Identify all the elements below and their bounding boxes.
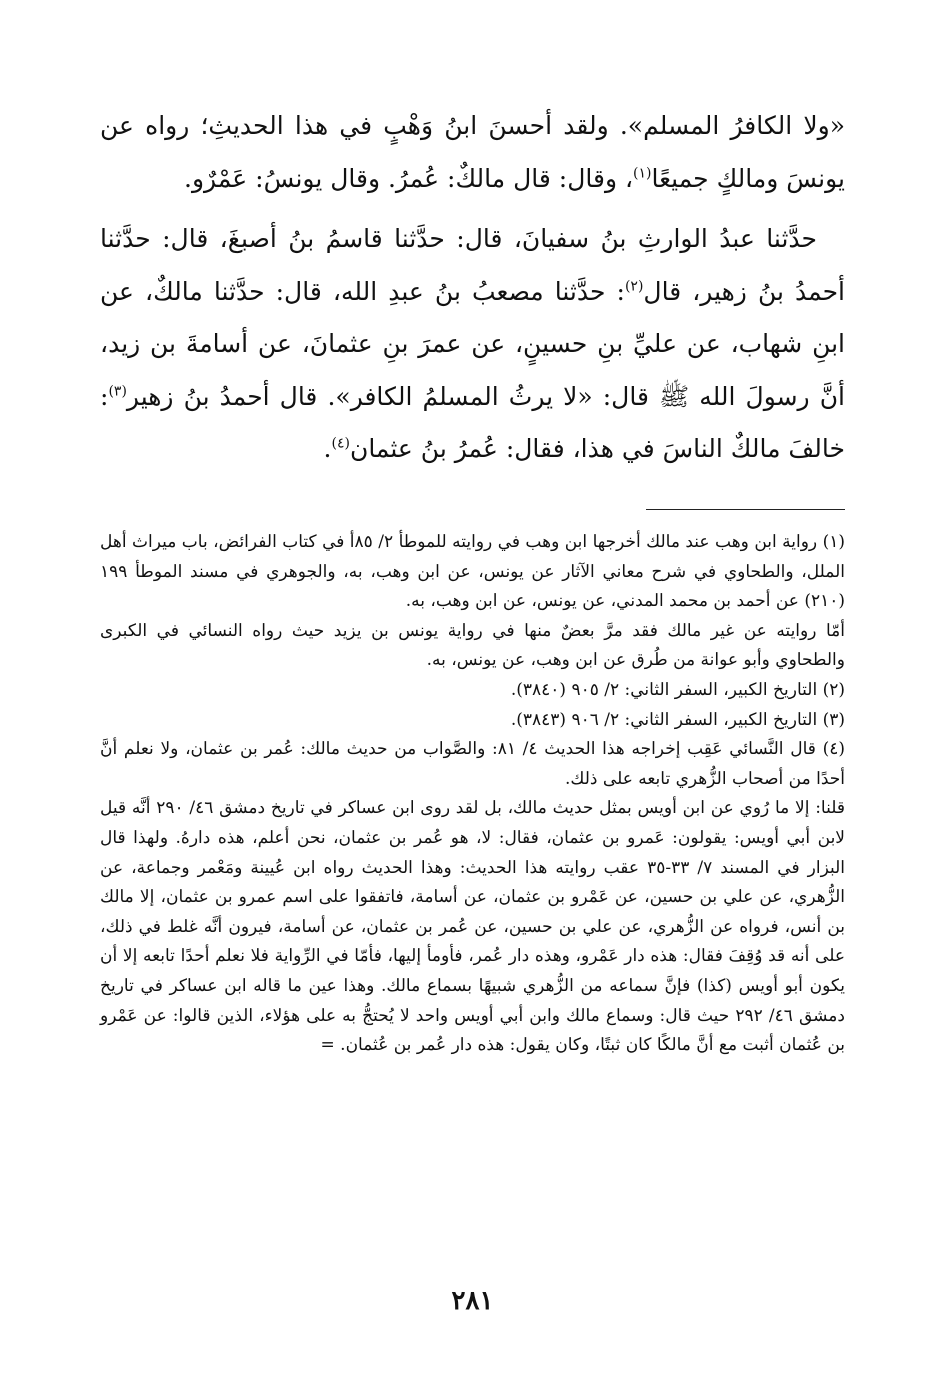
main-text-line: ، وقال: قال مالكٌ: عُمرُ. وقال يونسُ: عَمْرٌو. <box>184 163 634 193</box>
footnote-4: (٤) قال النَّسائي عَقِب إخراجه هذا الحديث ٤/ ٨١: والصَّواب من حديث مالك: عُمر بن عثمان، ولا نعلم أنَّ أحدًا من أصحاب الزُّهري تابعه على ذلك. <box>100 739 845 789</box>
footnote-separator <box>646 509 845 510</box>
footnote-reference: (٣) <box>108 383 127 400</box>
footnote-4-continuation: قلنا: إلا ما رُوي عن ابن أويس بمثل حديث مالك، بل لقد روى ابن عساكر في تاريخ دمشق ٤٦/ ٢٩٠ أنَّه قيل لابن أبي أويس: يقولون: عَمرو بن عثمان، فقال: لا، هو عُمر بن عثمان، نحن أعلم، هذه دارهُ. ولهذا قال البزار في المسند ٧/ ٣٣-٣٥ عقب روايته هذا الحديث: وهذا الحديث رواه ابن عُيينة ومَعْمر وجماعة، عن الزُّهري، عن علي بن حسين، عن عَمْرو بن عثمان، عن أسامة، فاتفقوا على اسم عمرو بن عثمان، إلا مالك بن أنس، فرواه عن الزُّهري، عن علي بن حسين، عن عُمر بن عثمان، عن أسامة، فيرون أنَّه غلط في ذلك، على أنه قد وُقِفَ فقال: هذه دار عَمْرو، وهذه دار عُمر، فأومأ إليها، فأمّا في الرِّواية فلا نعلم أحدًا تابعه إلا أن يكون أبو أويس (كذا) فإنَّ سماعه من الزُّهري شبيهًا بسماع مالك. وهذا عين ما قاله ابن عساكر في تاريخ دمشق ٤٦/ ٢٩٢ حيث قال: وسماع مالك وابن أبي أويس واحد لا يُحتجُّ به على هؤلاء، الذين قالوا: عن عَمْرو بن عُثمان أثبت مع أنَّ مالكًا كان ثبتًا، وكان يقول: هذه دار عُمر بن عُثمان. = <box>100 798 845 1056</box>
main-text <box>100 100 845 476</box>
footnotes <box>100 528 845 1061</box>
main-paragraph <box>100 213 845 476</box>
main-text-line: «ولا الكافرُ المسلم». ولقد أحسنَ ابنُ وَهْبٍ في هذا الحديثِ؛ رواه عن يونسَ ومالكٍ جميعًا <box>100 111 845 193</box>
footnote-reference: (٢) <box>624 278 644 295</box>
footnote-1-continuation: أمّا روايته عن غير مالك فقد مرَّ بعضٌ منها في رواية يونس بن يزيد حيث رواه النسائي في الكبرى والطحاوي وأبو عوانة من طُرق عن ابن وهب، عن يونس، به. <box>100 620 845 671</box>
footnote-2: (٢) التاريخ الكبير، السفر الثاني: ٢/ ٩٠٥ (٣٨٤٠). <box>510 679 845 700</box>
page-number: ٢٨١ <box>451 1286 494 1316</box>
footnote-reference: (١) <box>633 165 652 182</box>
main-text-line: : حدَّثنا مصعبُ بنُ عبدِ الله، قال: حدَّثنا مالكٌ، عن ابنِ شهاب، عن عليِّ بنِ حسينٍ، عن عمرَ بنِ عثمانَ، عن أسامةَ بن زيد، أنَّ رسولَ الله ﷺ قال: «لا يرثُ المسلمُ الكافر». قال أحمدُ بنُ زهير <box>100 276 845 411</box>
book-page <box>100 100 845 1316</box>
footnote-3: (٣) التاريخ الكبير، السفر الثاني: ٢/ ٩٠٦ (٣٨٤٣). <box>510 709 845 730</box>
main-paragraph <box>100 100 845 205</box>
footnote-1: (١) رواية ابن وهب عند مالك أخرجها ابن وهب في روايته للموطأ ٢/ ٨٥أ في كتاب الفرائض، باب ميراث أهل الملل، والطحاوي في شرح معاني الآثار عن يونس، عن ابن وهب، به، والجوهري في مسند الموطأ ١٩٩ (٢١٠) عن أحمد بن محمد المدني، عن يونس، عن ابن وهب، به. <box>100 532 845 612</box>
main-text-line: حدَّثنا عبدُ الوارثِ بنُ سفيانَ، قال: حدَّثنا قاسمُ بنُ أصبغَ، قال: حدَّثنا أحمدُ بنُ زهير، قال <box>100 224 845 306</box>
main-text-line: : خالفَ مالكٌ الناسَ في هذا، فقال: عُمرُ بنُ عثمان <box>100 381 845 463</box>
footnote-reference: (٤) <box>331 435 350 452</box>
main-text-line: . <box>323 434 332 463</box>
